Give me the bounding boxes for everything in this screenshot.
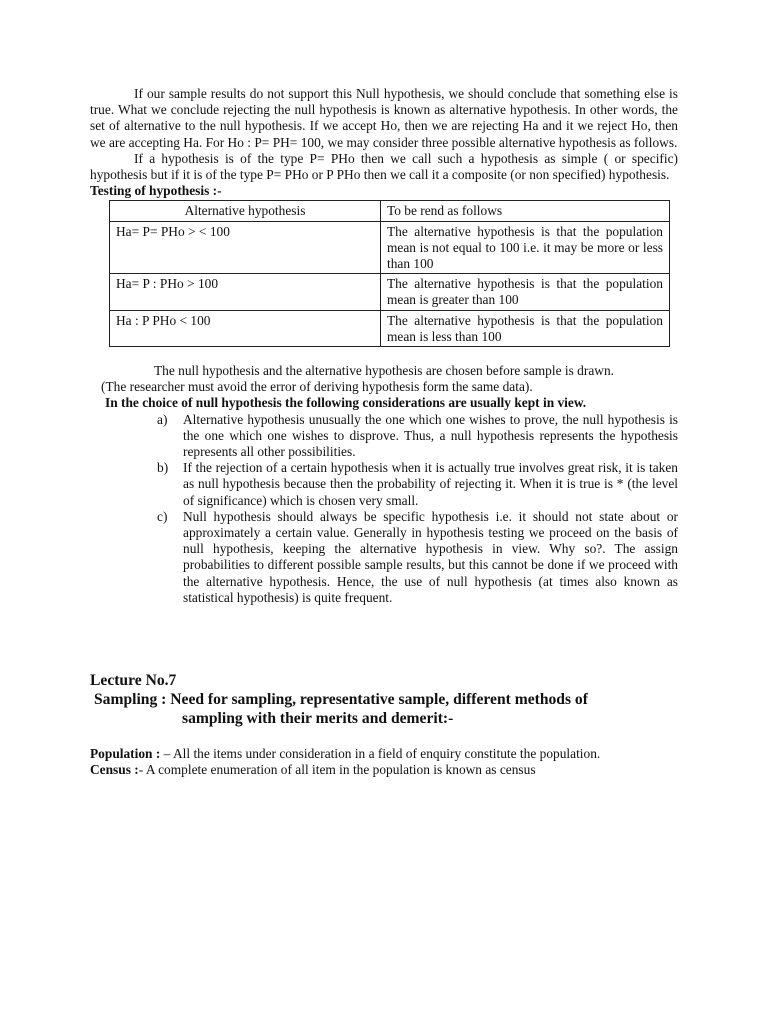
- table-cell-reading: The alternative hypothesis is that the population mean is not equal to 100 i.e. it may be more or less than 100: [381, 221, 670, 274]
- table-cell-reading: The alternative hypothesis is that the population mean is less than 100: [381, 310, 670, 346]
- testing-heading: Testing of hypothesis :-: [90, 183, 222, 199]
- hypothesis-table: [109, 200, 670, 347]
- definition-text: – All the items under consideration in a field of enquiry constitute the population.: [160, 746, 601, 762]
- list-marker: a): [157, 411, 168, 427]
- table-cell-hypothesis: Ha= P : PHo > 100: [110, 274, 381, 310]
- list-item-text: Null hypothesis should always be specific hypothesis i.e. it should not state about or approximately a certain value. Generally in hypothesis testing we proceed on the basis of null hypothesis, keeping the alternative hypothesis in view. Why so?. The assign probabilities to different possible sample results, but this cannot be done if we proceed with the alternative hypothesis. Hence, the use of null hypothesis (at times also known as statistical hypothesis) is quite frequent.: [183, 508, 678, 605]
- list-item-text: If the rejection of a certain hypothesis when it is actually true involves great risk, it is taken as null hypothesis because then the probability of rejecting it. When it is true is * (the level of significance) which is chosen very small.: [183, 460, 678, 508]
- lecture-title: Lecture No.7: [90, 672, 177, 690]
- list-item: [157, 412, 678, 461]
- list-item: [157, 509, 678, 606]
- population-definition: [90, 746, 678, 762]
- table-header-row: [110, 201, 670, 221]
- table-row: [110, 274, 670, 310]
- researcher-note: (The researcher must avoid the error of deriving hypothesis form the same data).: [101, 379, 533, 395]
- definition-term: Population :: [90, 746, 161, 762]
- table-cell-reading: The alternative hypothesis is that the population mean is greater than 100: [381, 274, 670, 310]
- list-marker: c): [157, 508, 168, 524]
- considerations-heading: In the choice of null hypothesis the following considerations are usually kept in view.: [105, 395, 587, 411]
- paragraph-alternative-intro: If our sample results do not support this Null hypothesis, we should conclude that something else is true. What we conclude rejecting the null hypothesis is known as alternative hypothesis. In other words, the set of alternative to the null hypothesis. If we accept Ho, then we are rejecting Ha and it we reject Ho, then we are accepting Ha. For Ho : P= PH= 100, we may consider three possible alternative hypothesis as follows.: [90, 86, 678, 150]
- document-page: [90, 86, 678, 779]
- table-header-cell: Alternative hypothesis: [110, 201, 381, 221]
- lecture-subtitle: [90, 690, 678, 728]
- lecture-subtitle-line: Sampling : Need for sampling, representative sample, different methods of: [94, 691, 588, 709]
- list-marker: b): [157, 460, 169, 476]
- table-row: [110, 221, 670, 274]
- paragraph-simple-composite: If a hypothesis is of the type P= PHo then we call such a hypothesis as simple ( or specific) hypothesis but if it is of the type P= PHo or P PHo then we call it a composite (or non specified) hypothesis.: [90, 150, 678, 183]
- table-cell-hypothesis: Ha : P PHo < 100: [110, 310, 381, 346]
- lecture-subtitle-line: sampling with their merits and demerit:-: [182, 710, 454, 728]
- null-alternative-chosen: The null hypothesis and the alternative hypothesis are chosen before sample is drawn.: [154, 363, 614, 379]
- table-cell-hypothesis: Ha= P= PHo > < 100: [110, 221, 381, 274]
- definition-text: - A complete enumeration of all item in the population is known as census: [138, 762, 536, 778]
- list-item: [157, 460, 678, 509]
- table-header-cell: To be rend as follows: [381, 201, 670, 221]
- list-item-text: Alternative hypothesis unusually the one which one wishes to prove, the null hypothesis is the one which one wishes to disprove. Thus, a null hypothesis represents the hypothesis represents all other possibilities.: [183, 411, 678, 460]
- table-row: [110, 310, 670, 346]
- definition-term: Census :: [90, 762, 139, 778]
- considerations-list: [157, 412, 678, 606]
- census-definition: [90, 762, 678, 778]
